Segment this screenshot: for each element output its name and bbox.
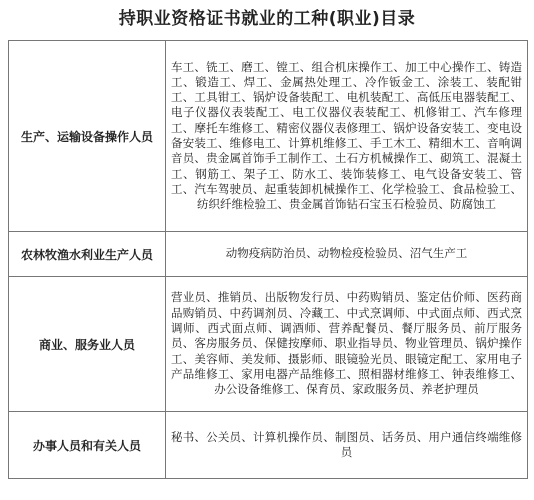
document-title: 持职业资格证书就业的工种(职业)目录 xyxy=(118,9,416,29)
occupation-catalog-table xyxy=(8,40,528,479)
occupations-cell: 车工、铣工、磨工、镗工、组合机床操作工、加工中心操作工、铸造工、锻造工、焊工、金属热处理工、冷作钣金工、涂装工、装配钳工、工具钳工、锅炉设备装配工、电机装配工、高低压电器装配工、电子仪器仪表装配工、电工仪器仪表装配工、机修钳工、汽车修理工、摩托车维修工、精密仪器仪表修理工、锅炉设备安装工、变电设备安装工、维修电工、计算机维修工、手工木工、精细木工、音响调音员、贵金属首饰手工制作工、土石方机械操作工、砌筑工、混凝土工、钢筋工、架子工、防水工、装饰装修工、电气设备安装工、管工、汽车驾驶员、起重装卸机械操作工、化学检验工、食品检验工、纺织纤维检验工、贵金属首饰钻石宝玉石检验员、防腐蚀工 xyxy=(166,41,528,232)
category-cell: 办事人员和有关人员 xyxy=(9,412,166,479)
category-cell: 农林牧渔水利业生产人员 xyxy=(9,232,166,277)
table-row xyxy=(9,277,528,412)
table-row xyxy=(9,232,528,277)
table-row xyxy=(9,41,528,232)
occupations-cell: 动物疫病防治员、动物检疫检验员、沼气生产工 xyxy=(166,232,528,277)
category-cell: 商业、服务业人员 xyxy=(9,277,166,412)
category-cell: 生产、运输设备操作人员 xyxy=(9,41,166,232)
occupations-cell: 秘书、公关员、计算机操作员、制图员、话务员、用户通信终端维修员 xyxy=(166,412,528,479)
occupations-cell: 营业员、推销员、出版物发行员、中药购销员、鉴定估价师、医药商品购销员、中药调剂员、冷藏工、中式烹调师、中式面点师、西式烹调师、西式面点师、调酒师、营养配餐员、餐厅服务员、前厅服务员、客房服务员、保健按摩师、职业指导员、物业管理员、锅炉操作工、美容师、美发师、摄影师、眼镜验光员、眼镜定配工、家用电子产品维修工、家用电器产品维修工、照相器材维修工、钟表维修工、办公设备维修工、保育员、家政服务员、养老护理员 xyxy=(166,277,528,412)
table-row xyxy=(9,412,528,479)
